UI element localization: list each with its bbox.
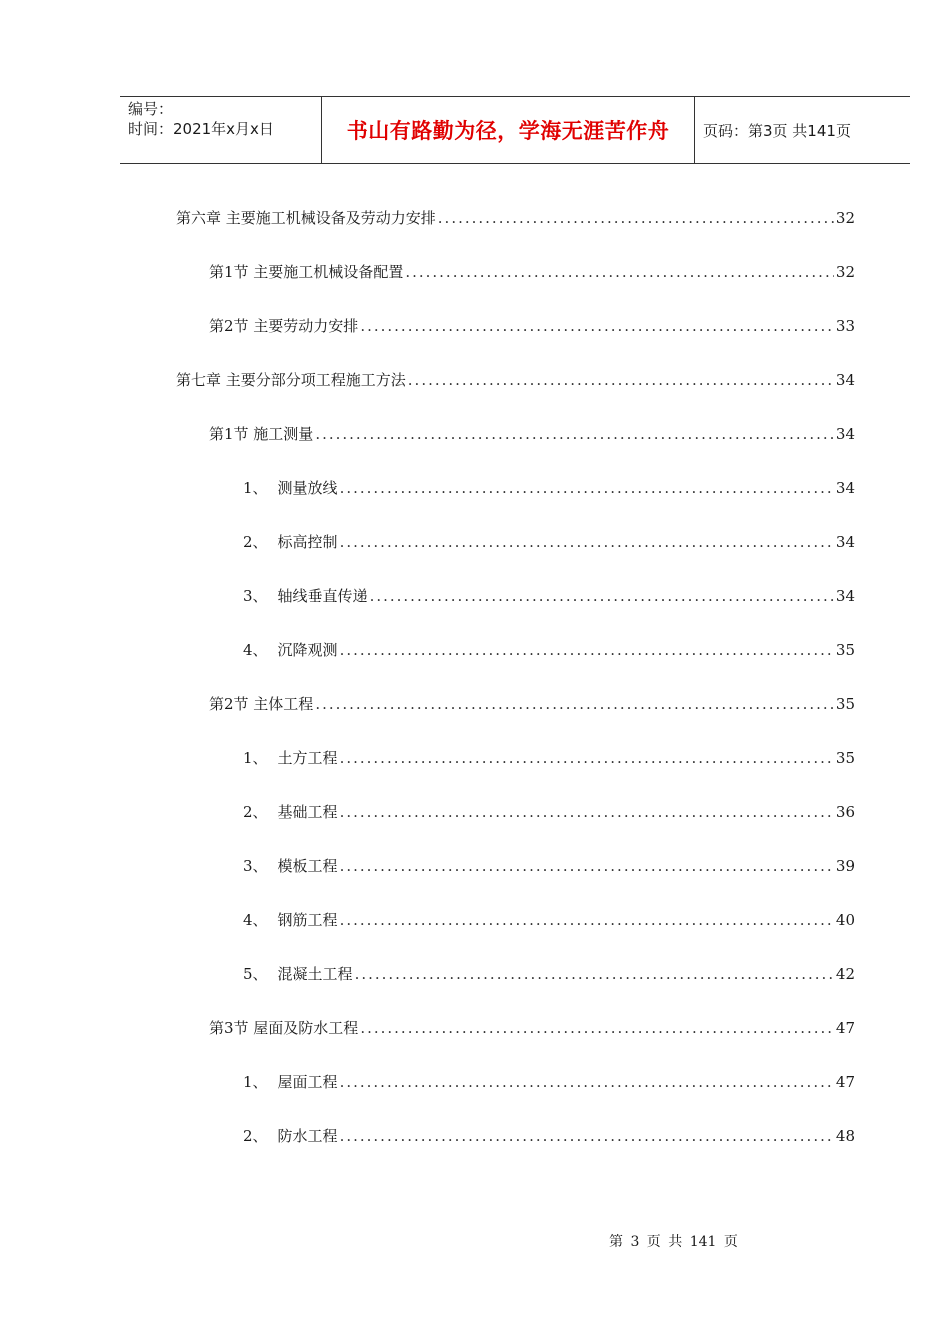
toc-entry-title: 第2节 主体工程 xyxy=(209,695,314,713)
toc-leader-dots xyxy=(340,479,834,497)
toc-entry-number: 1、 xyxy=(243,1073,268,1091)
toc-entry-title: 轴线垂直传递 xyxy=(277,587,368,605)
toc-leader-dots xyxy=(340,803,834,821)
toc-leader-dots xyxy=(340,1073,834,1091)
toc-entry-title: 第七章 主要分部分项工程施工方法 xyxy=(176,371,406,389)
toc-entry-page: 34 xyxy=(835,425,855,443)
toc-entry-number: 1、 xyxy=(243,749,268,767)
toc-leader-dots xyxy=(340,533,834,551)
toc-entry-number: 2、 xyxy=(243,533,268,551)
toc-entry-number: 4、 xyxy=(243,641,268,659)
toc-entry[interactable] xyxy=(243,1071,855,1095)
toc-entry-number: 2、 xyxy=(243,803,268,821)
page-footer: 第 3 页 共 141 页 xyxy=(609,1234,738,1250)
toc-entry-title: 第1节 施工测量 xyxy=(209,425,314,443)
toc-leader-dots xyxy=(340,911,834,929)
toc-entry[interactable] xyxy=(243,963,855,987)
toc-entry-page: 42 xyxy=(835,965,855,983)
toc-leader-dots xyxy=(340,857,834,875)
toc-entry-title: 混凝土工程 xyxy=(277,965,353,983)
toc-entry[interactable] xyxy=(243,531,855,555)
toc-entry-title: 第3节 屋面及防水工程 xyxy=(209,1019,359,1037)
toc-leader-dots xyxy=(315,425,834,443)
toc-entry[interactable] xyxy=(209,423,855,447)
toc-leader-dots xyxy=(340,1127,834,1145)
toc-entry[interactable] xyxy=(243,801,855,825)
toc-entry-title: 第1节 主要施工机械设备配置 xyxy=(209,263,404,281)
toc-entry-title: 屋面工程 xyxy=(277,1073,338,1091)
toc-entry[interactable] xyxy=(176,369,855,393)
toc-leader-dots xyxy=(360,1019,834,1037)
header-page-info: 页码：第3页 共141页 xyxy=(703,121,851,140)
toc-entry-title: 测量放线 xyxy=(277,479,338,497)
toc-entry-title: 基础工程 xyxy=(277,803,338,821)
toc-entry-title: 第2节 主要劳动力安排 xyxy=(209,317,359,335)
toc-entry-page: 35 xyxy=(835,641,855,659)
toc-entry-title: 标高控制 xyxy=(277,533,338,551)
document-time-label: 时间：2021年x月x日 xyxy=(128,120,274,138)
toc-entry[interactable] xyxy=(209,1017,855,1041)
header-divider-right xyxy=(694,96,695,164)
toc-entry[interactable] xyxy=(243,1125,855,1149)
toc-leader-dots xyxy=(408,371,834,389)
toc-entry[interactable] xyxy=(243,909,855,933)
toc-entry-title: 土方工程 xyxy=(277,749,338,767)
toc-leader-dots xyxy=(405,263,834,281)
toc-entry-title: 沉降观测 xyxy=(277,641,338,659)
header-motto: 书山有路勤为径，学海无涯苦作舟 xyxy=(346,119,670,143)
toc-entry-page: 39 xyxy=(835,857,855,875)
toc-entry[interactable] xyxy=(243,639,855,663)
toc-entry-page: 34 xyxy=(835,371,855,389)
toc-leader-dots xyxy=(315,695,834,713)
toc-entry[interactable] xyxy=(243,747,855,771)
toc-entry-title: 模板工程 xyxy=(277,857,338,875)
toc-entry[interactable] xyxy=(209,261,855,285)
toc-entry-number: 2、 xyxy=(243,1127,268,1145)
toc-entry-page: 32 xyxy=(835,263,855,281)
toc-entry[interactable] xyxy=(243,585,855,609)
toc-entry-page: 33 xyxy=(835,317,855,335)
toc-entry-number: 3、 xyxy=(243,587,268,605)
toc-entry[interactable] xyxy=(243,855,855,879)
toc-leader-dots xyxy=(355,965,834,983)
toc-leader-dots xyxy=(438,209,834,227)
toc-entry-page: 40 xyxy=(835,911,855,929)
toc-leader-dots xyxy=(370,587,834,605)
toc-entry-page: 34 xyxy=(835,533,855,551)
toc-entry-page: 34 xyxy=(835,587,855,605)
document-number-label: 编号： xyxy=(128,100,174,118)
toc-entry[interactable] xyxy=(209,693,855,717)
toc-entry[interactable] xyxy=(243,477,855,501)
toc-entry[interactable] xyxy=(176,207,855,231)
toc-entry-number: 3、 xyxy=(243,857,268,875)
toc-entry-page: 47 xyxy=(835,1073,855,1091)
toc-entry-page: 48 xyxy=(835,1127,855,1145)
toc-entry-title: 第六章 主要施工机械设备及劳动力安排 xyxy=(176,209,436,227)
header-meta xyxy=(128,99,274,139)
toc-entry-title: 防水工程 xyxy=(277,1127,338,1145)
toc-entry-page: 34 xyxy=(835,479,855,497)
toc-leader-dots xyxy=(340,749,834,767)
toc-entry-title: 钢筋工程 xyxy=(277,911,338,929)
toc-entry-number: 5、 xyxy=(243,965,268,983)
toc-entry-page: 36 xyxy=(835,803,855,821)
toc-entry-page: 35 xyxy=(835,749,855,767)
toc-entry-page: 35 xyxy=(835,695,855,713)
toc-entry-page: 32 xyxy=(835,209,855,227)
toc-leader-dots xyxy=(340,641,834,659)
toc-entry-number: 1、 xyxy=(243,479,268,497)
toc-entry[interactable] xyxy=(209,315,855,339)
toc-leader-dots xyxy=(360,317,834,335)
toc-entry-page: 47 xyxy=(835,1019,855,1037)
toc-entry-number: 4、 xyxy=(243,911,268,929)
